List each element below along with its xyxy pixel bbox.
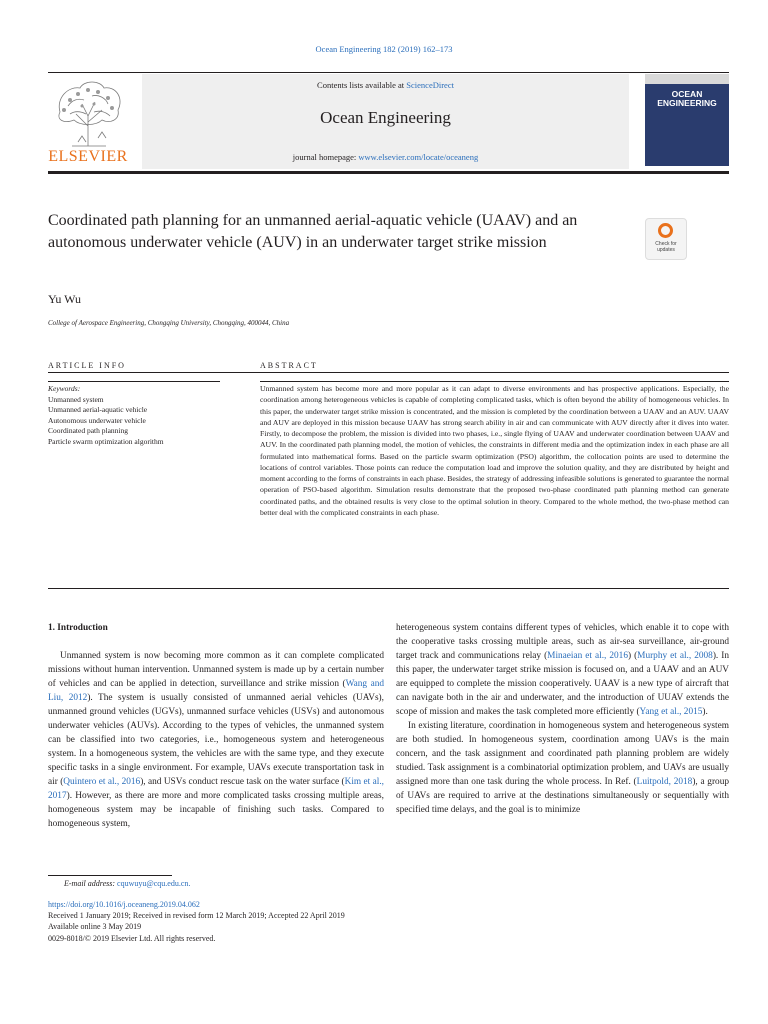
check-updates-label: Check for updates xyxy=(655,241,677,253)
citation-link[interactable]: Luitpold, 2018 xyxy=(636,777,693,787)
contents-prefix: Contents lists available at xyxy=(317,80,407,90)
journal-cover-thumbnail[interactable] xyxy=(645,74,729,166)
body-right-column xyxy=(396,621,729,817)
citation-link[interactable]: Minaeian et al., 2016 xyxy=(547,651,628,661)
body-paragraph xyxy=(396,621,729,719)
homepage-prefix: journal homepage: xyxy=(292,152,359,162)
cover-title-line-1: OCEAN xyxy=(671,89,703,99)
author-name: Yu Wu xyxy=(48,292,81,306)
citation-link[interactable]: Yang et al., 2015 xyxy=(639,707,703,717)
author-affiliation: College of Aerospace Engineering, Chongqing University, Chongqing, 400044, China xyxy=(48,319,290,327)
check-for-updates-badge[interactable] xyxy=(645,218,687,260)
abstract-rule xyxy=(260,381,729,382)
article-title: Coordinated path planning for an unmanned aerial-aquatic vehicle (UAAV) and an autonomous underwater vehicle (AUV) in an underwater target strike mission xyxy=(48,212,578,251)
citation-link[interactable]: Kim et al., 2017 xyxy=(48,777,384,801)
text-run: ), a group of UAVs are required to arrive at the destinations simultaneously or sequentially with specified time delays, and the goal is to minimize xyxy=(396,777,729,815)
text-run: ). In this paper, the underwater target strike mission is focused on, and a UAAV and an AUV are equipped to complete the mission cooperatively. UAAV is a new type of aircraft that can navigate both in the air and underwater, and the introduction of UUAV extends the scope of mission and makes the task completed more efficiently ( xyxy=(396,651,729,717)
elsevier-tree-icon xyxy=(48,76,128,148)
keyword-item: Coordinated path planning xyxy=(48,426,128,435)
body-paragraph xyxy=(48,649,384,831)
doi-link[interactable]: https://doi.org/10.1016/j.oceaneng.2019.04.062 xyxy=(48,900,200,909)
text-run: heterogeneous system contains different types of vehicles, which enable it to cope with the cooperative tasks crossing multiple areas, such as air-sea surveillance, air-ground target track and communications relay ( xyxy=(396,623,729,661)
text-run: ), and USVs conduct rescue task on the water surface ( xyxy=(140,777,345,787)
email-label: E-mail address: xyxy=(64,879,116,888)
abstract-bottom-rule xyxy=(48,588,729,589)
homepage-line xyxy=(142,152,629,162)
text-run: ). The system is usually consisted of unmanned aerial vehicles (UAVs), unmanned ground vehicles (UGVs), unmanned surface vehicles (USVs) and autonomous underwater vehicles (AUVs). According to the types of vehicles, the unmanned system can be classified into two categories, i.e., homogeneous system and heterogeneous system. In a homogeneous system, the vehicles are with the same type, and they execute specific tasks in a single environment. For example, UAVs execute transportation task in air ( xyxy=(48,693,384,787)
keywords-rule xyxy=(48,381,220,382)
contents-line xyxy=(142,80,629,90)
text-run: In existing literature, coordination in homogeneous system and heterogeneous system are both studied. In homogeneous system, coordination among UAVs is the main concern, and the task assignment and coordinated path planning problem are widely studied. Task assignment is a combinatorial optimization problem, and UAVs are usually assigned more than one task during the whole process. In Ref. ( xyxy=(396,721,729,787)
text-run: ). However, as there are more and more complicated tasks crossing multiple areas, homogeneous system may be incapable of finishing such tasks. Compared to homogeneous system, xyxy=(48,791,384,829)
keywords-label: Keywords: xyxy=(48,384,81,393)
received-dates: Received 1 January 2019; Received in revised form 12 March 2019; Accepted 22 April 2019 xyxy=(48,911,345,921)
info-top-rule xyxy=(48,372,729,373)
sciencedirect-link[interactable]: ScienceDirect xyxy=(406,80,454,90)
publisher-name: ELSEVIER xyxy=(48,148,128,165)
publication-info xyxy=(48,899,345,944)
keyword-item: Unmanned aerial-aquatic vehicle xyxy=(48,405,148,414)
keyword-item: Particle swarm optimization algorithm xyxy=(48,436,164,446)
keyword-item: Autonomous underwater vehicle xyxy=(48,415,146,425)
body-left-column xyxy=(48,621,384,831)
cover-top-strip xyxy=(645,74,729,84)
elsevier-logo[interactable] xyxy=(48,76,128,168)
abstract-heading: ABSTRACT xyxy=(260,361,318,370)
banner-top-rule xyxy=(48,72,729,73)
abstract-text: Unmanned system has become more and more popular as it can adapt to diverse environments and has prospective applications. Especially, the coordination among heterogeneous vehicles is capable of completing complicated tasks, which is often beyond the ability of homogeneous vehicles. In this paper, the underwater target strike mission is concentrated, and the mission is completed by the coordination between a UAAV and an AUV. UAAV and AUV are deployed in this mission because UAAV has strong search ability in air and can communicate with AUV directly after it dives into water. Firstly, to decompose the problem, the mission is divided into two phases, i.e., single flying of UAAV and underwater coordination between UAAV and AUV. In the coordinated path planning model, the motion of vehicles, the constraints in different media and the optimization index in each phase are all formulated into mathematical forms. Based on the particle swarm optimization (PSO) algorithm, the collocation points are used to determine the locations of control variables. Those points can reduce the computation load and improve the solution quality, and they are distributed by height and moment according to the forms of constraints in each phase. Besides, the strategy of addressing infeasible solutions is generated to guarantee the normal operation of PSO-based algorithm. Simulation results demonstrate that the proposed two-phase coordinated path planning method can generate coordinated paths, and the obtained results is very close to the optimal solution in theory. Compared to the whole method, the two-phase method can better deal with the complicated constraints in each phase. xyxy=(260,384,729,517)
cover-title-line-2: ENGINEERING xyxy=(657,98,717,108)
journal-reference[interactable]: Ocean Engineering 182 (2019) 162–173 xyxy=(315,44,453,54)
text-run: ) ( xyxy=(627,651,638,661)
journal-banner xyxy=(142,74,629,169)
section-heading-introduction: 1. Introduction xyxy=(48,623,108,633)
footnote-rule xyxy=(48,875,172,876)
homepage-link[interactable]: www.elsevier.com/locate/oceaneng xyxy=(358,152,479,162)
copyright: 0029-8018/© 2019 Elsevier Ltd. All rights reserved. xyxy=(48,933,216,943)
check-updates-icon xyxy=(658,223,673,238)
text-run: ). xyxy=(702,707,708,717)
citation-link[interactable]: Wang and Liu, 2012 xyxy=(48,679,384,703)
citation-link[interactable]: Quintero et al., 2016 xyxy=(63,777,141,787)
keyword-item: Unmanned system xyxy=(48,394,104,404)
citation-link[interactable]: Murphy et al., 2008 xyxy=(637,651,713,661)
keywords-list xyxy=(48,384,220,447)
article-info-heading: ARTICLE INFO xyxy=(48,361,126,370)
email-link[interactable]: cquwuyu@cqu.edu.cn. xyxy=(117,879,191,888)
body-paragraph xyxy=(396,719,729,817)
footnote-email xyxy=(64,879,190,888)
text-run: Unmanned system is now becoming more common as it can complete complicated missions without human intervention. Unmanned system is made up by a certain number of vehicles and can be applied in detection, surveillance and strike mission ( xyxy=(48,651,384,689)
available-online: Available online 3 May 2019 xyxy=(48,922,142,932)
banner-bottom-rule xyxy=(48,171,729,174)
cover-title xyxy=(645,90,729,108)
journal-name: Ocean Engineering xyxy=(320,108,451,127)
